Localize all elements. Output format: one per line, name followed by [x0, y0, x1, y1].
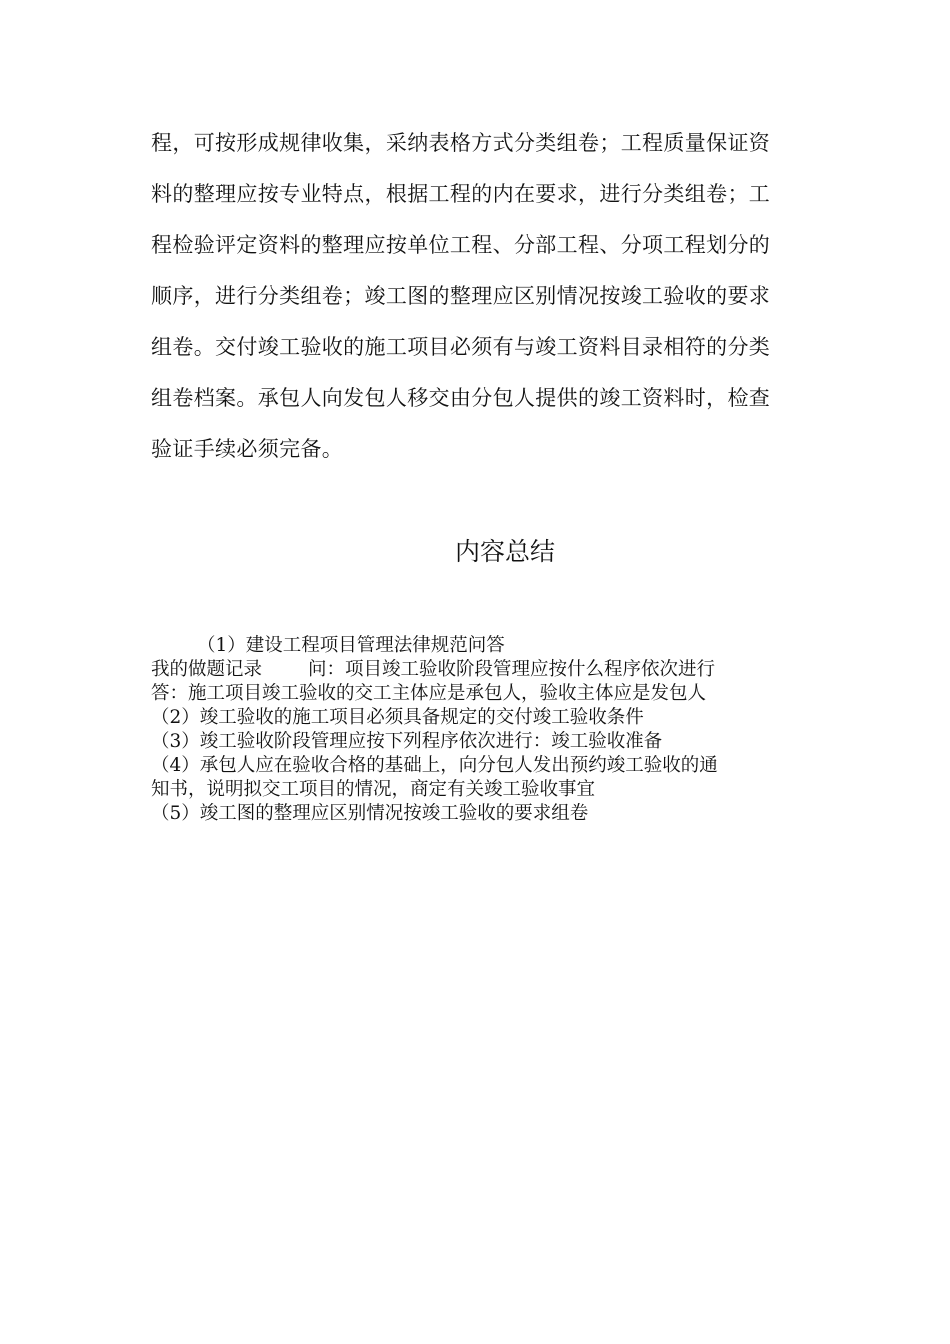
summary-item-2: （2）竣工验收的施工项目必须具备规定的交付竣工验收条件 — [151, 707, 644, 728]
body-line-7: 验证手续必须完备。 — [151, 437, 344, 461]
summary-title: 内容总结 — [454, 537, 555, 566]
summary-record-line — [151, 658, 801, 682]
body-line-2: 料的整理应按专业特点，根据工程的内在要求，进行分类组卷；工 — [151, 182, 771, 206]
summary-list — [151, 634, 801, 826]
summary-item-4-line-2: 知书，说明拟交工项目的情况，商定有关竣工验收事宜 — [151, 779, 596, 800]
body-line-3: 程检验评定资料的整理应按单位工程、分部工程、分项工程划分的 — [151, 233, 771, 257]
summary-answer: 答：施工项目竣工验收的交工主体应是承包人，验收主体应是发包人 — [151, 683, 707, 704]
record-question: 问：项目竣工验收阶段管理应按什么程序依次进行 — [308, 659, 716, 680]
body-paragraph — [151, 118, 801, 475]
body-line-4: 顺序，进行分类组卷；竣工图的整理应区别情况按竣工验收的要求 — [151, 284, 771, 308]
summary-item-5: （5）竣工图的整理应区别情况按竣工验收的要求组卷 — [151, 803, 589, 824]
body-line-1: 程，可按形成规律收集，采纳表格方式分类组卷；工程质量保证资 — [151, 131, 771, 155]
body-line-6: 组卷档案。承包人向发包人移交由分包人提供的竣工资料时，检查 — [151, 386, 771, 410]
summary-item-4-line-1: （4）承包人应在验收合格的基础上，向分包人发出预约竣工验收的通 — [151, 755, 718, 776]
body-line-5: 组卷。交付竣工验收的施工项目必须有与竣工资料目录相符的分类 — [151, 335, 771, 359]
summary-item-1: （1）建设工程项目管理法律规范问答 — [197, 635, 505, 656]
record-label: 我的做题记录 — [151, 659, 263, 680]
summary-item-3: （3）竣工验收阶段管理应按下列程序依次进行：竣工验收准备 — [151, 731, 663, 752]
